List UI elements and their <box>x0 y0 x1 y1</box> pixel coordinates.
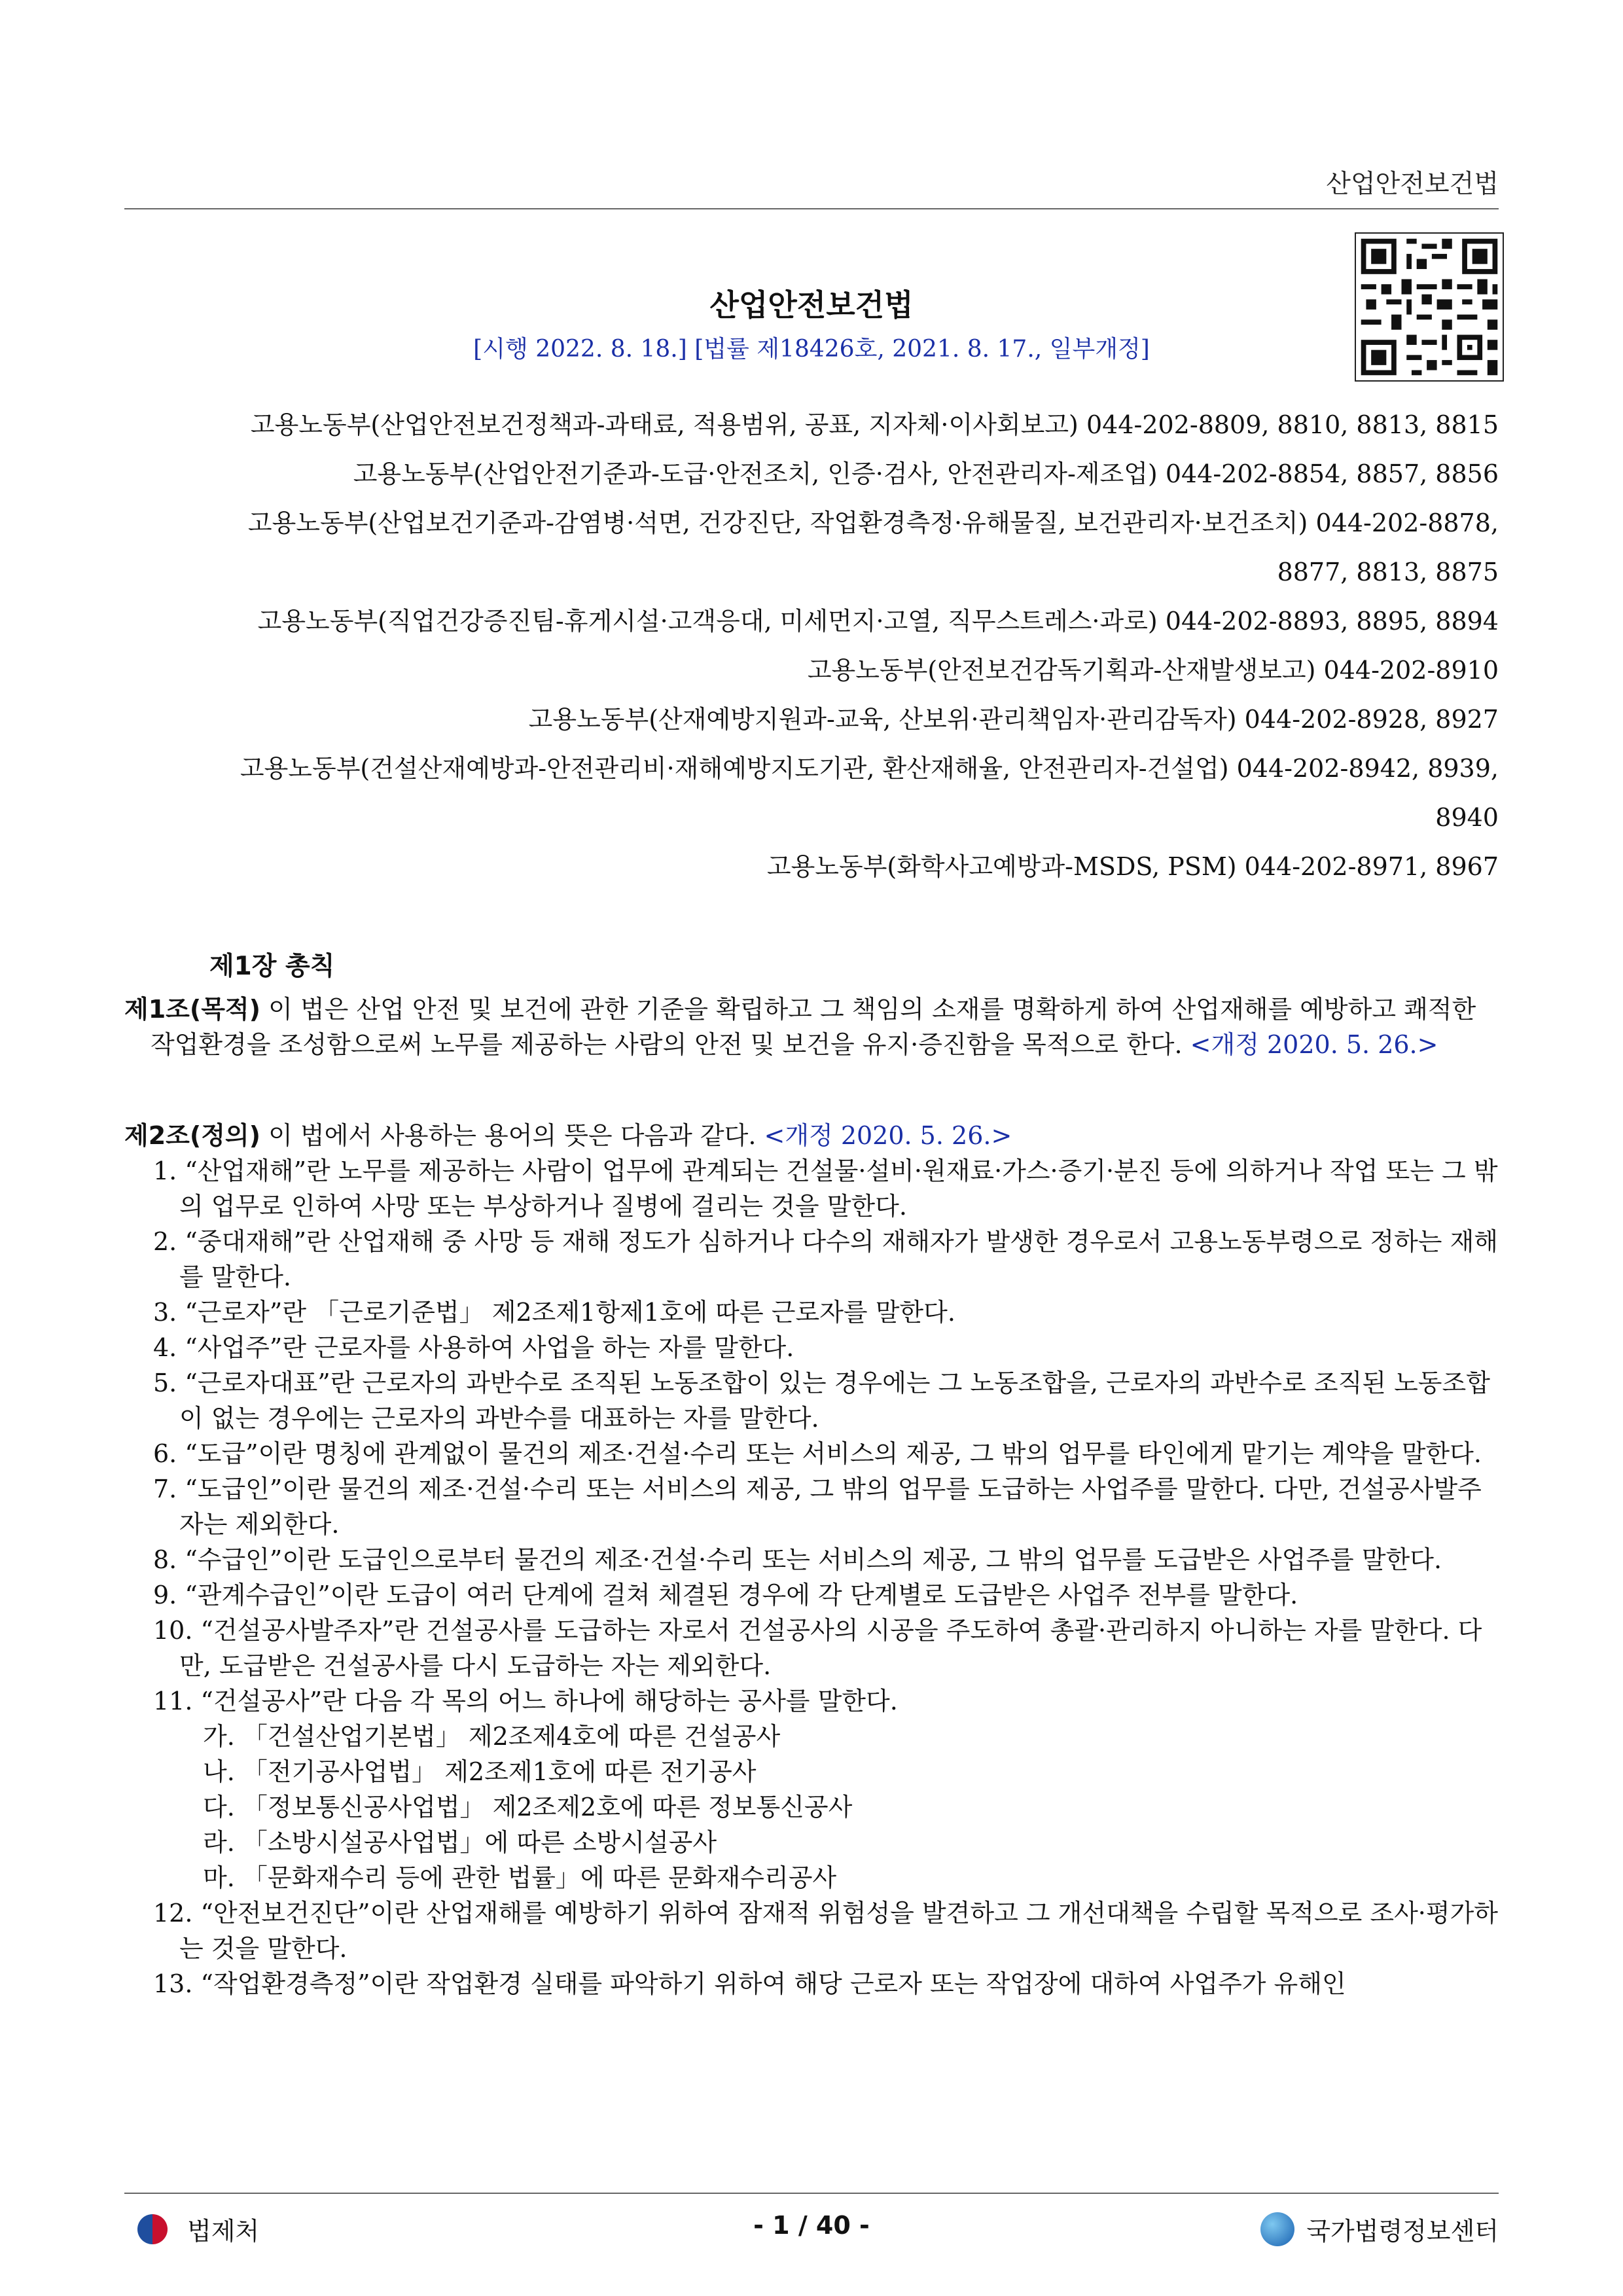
contact-line: 고용노동부(건설산재예방과-안전관리비·재해예방지도기관, 환산재해율, 안전관리자-건설업) 044-202-8942, 8939, <box>240 754 1499 783</box>
page-number: - 1 / 40 - <box>753 2211 870 2240</box>
contact-line: 8940 <box>1435 803 1499 832</box>
list-item: 8. “수급인”이란 도급인으로부터 물건의 제조·건설·수리 또는 서비스의 제공, 그 밖의 업무를 도급받은 사업주를 말한다. <box>153 1545 1442 1574</box>
definition-list <box>124 1153 1499 1719</box>
contact-list <box>118 401 1499 891</box>
article-2-heading[interactable]: 제2조(정의) <box>124 1121 261 1150</box>
article-1-heading[interactable]: 제1조(목적) <box>124 995 261 1024</box>
law-center-logo-icon <box>1260 2212 1294 2246</box>
law-subtitle[interactable]: [시행 2022. 8. 18.] [법률 제18426호, 2021. 8. 17., 일부개정] <box>473 336 1150 363</box>
contact-line: 고용노동부(화학사고예방과-MSDS, PSM) 044-202-8971, 8967 <box>766 852 1499 881</box>
list-item: 13. “작업환경측정”이란 작업환경 실태를 파악하기 위하여 해당 근로자 또는 작업장에 대하여 사업주가 유해인 <box>153 1969 1346 1998</box>
construction-sublist <box>124 1719 1499 1895</box>
footer-right-label: 국가법령정보센터 <box>1306 2217 1499 2246</box>
definition-list-continued <box>124 1895 1499 2001</box>
sub-list-item: 나. 「전기공사업법」 제2조제1호에 따른 전기공사 <box>203 1757 757 1786</box>
sub-list-item: 다. 「정보통신공사업법」 제2조제2호에 따른 정보통신공사 <box>203 1793 853 1821</box>
footer-right <box>1260 2211 1499 2247</box>
running-header: 산업안전보건법 <box>1326 170 1499 199</box>
list-item: 3. “근로자”란 「근로기준법」 제2조제1항제1호에 따른 근로자를 말한다. <box>153 1298 955 1327</box>
contact-line: 고용노동부(직업건강증진팀-휴게시설·고객응대, 미세먼지·고열, 직무스트레스·과로) 044-202-8893, 8895, 8894 <box>257 607 1499 636</box>
contact-line: 고용노동부(산재예방지원과-교육, 산보위·관리책임자·관리감독자) 044-202-8928, 8927 <box>528 705 1499 734</box>
list-item: 6. “도급”이란 명칭에 관계없이 물건의 제조·건설·수리 또는 서비스의 제공, 그 밖의 업무를 타인에게 맡기는 계약을 말한다. <box>153 1439 1482 1468</box>
sub-list-item: 가. 「건설산업기본법」 제2조제4호에 따른 건설공사 <box>203 1722 781 1751</box>
list-item: 11. “건설공사”란 다음 각 목의 어느 하나에 해당하는 공사를 말한다. <box>153 1687 898 1715</box>
contact-line: 고용노동부(산업보건기준과-감염병·석면, 건강진단, 작업환경측정·유해물질, 보건관리자·보건조치) 044-202-8878, <box>247 509 1499 537</box>
contact-line: 고용노동부(안전보건감독기획과-산재발생보고) 044-202-8910 <box>807 656 1499 685</box>
contact-line: 고용노동부(산업안전기준과-도급·안전조치, 인증·검사, 안전관리자-제조업) 044-202-8854, 8857, 8856 <box>353 459 1499 488</box>
list-item: 9. “관계수급인”이란 도급이 여러 단계에 걸쳐 체결된 경우에 각 단계별로 도급받은 사업주 전부를 말한다. <box>153 1581 1298 1609</box>
list-item: 12. “안전보건진단”이란 산업재해를 예방하기 위하여 잠재적 위험성을 발견하고 그 개선대책을 수립할 목적으로 조사·평가하는 것을 말한다. <box>153 1899 1499 1963</box>
sub-list-item: 라. 「소방시설공사업법」에 따른 소방시설공사 <box>203 1828 717 1857</box>
list-item: 7. “도급인”이란 물건의 제조·건설·수리 또는 서비스의 제공, 그 밖의 업무를 도급하는 사업주를 말한다. 다만, 건설공사발주자는 제외한다. <box>153 1475 1482 1539</box>
law-title: 산업안전보건법 <box>709 287 914 323</box>
list-item: 2. “중대재해”란 산업재해 중 사망 등 재해 정도가 심하거나 다수의 재해자가 발생한 경우로서 고용노동부령으로 정하는 재해를 말한다. <box>153 1227 1498 1291</box>
header-rule <box>124 208 1499 209</box>
article-2-amendment-link[interactable]: <개정 2020. 5. 26.> <box>764 1121 1012 1150</box>
article-1-text: 이 법은 산업 안전 및 보건에 관한 기준을 확립하고 그 책임의 소재를 명확하게 하여 산업재해를 예방하고 쾌적한 작업환경을 조성함으로써 노무를 제공하는 사람의 안전 및 보건을 유지·증진함을 목적으로 한다. <box>151 995 1476 1059</box>
list-item: 1. “산업재해”란 노무를 제공하는 사람이 업무에 관계되는 건설물·설비·원재료·가스·증기·분진 등에 의하거나 작업 또는 그 밖의 업무로 인하여 사망 또는 부상하거나 질병에 걸리는 것을 말한다. <box>153 1157 1498 1221</box>
chapter-heading: 제1장 총칙 <box>209 952 335 981</box>
article-2-text: 이 법에서 사용하는 용어의 뜻은 다음과 같다. <box>260 1121 764 1150</box>
article-2 <box>124 1118 1499 2001</box>
list-item: 10. “건설공사발주자”란 건설공사를 도급하는 자로서 건설공사의 시공을 주도하여 총괄·관리하지 아니하는 자를 말한다. 다만, 도급받은 건설공사를 다시 도급하는 자는 제외한다. <box>153 1616 1482 1680</box>
sub-list-item: 마. 「문화재수리 등에 관한 법률」에 따른 문화재수리공사 <box>203 1863 837 1892</box>
footer-rule <box>124 2193 1499 2194</box>
list-item: 4. “사업주”란 근로자를 사용하여 사업을 하는 자를 말한다. <box>153 1333 794 1362</box>
article-1 <box>124 992 1499 1062</box>
article-1-amendment-link[interactable]: <개정 2020. 5. 26.> <box>1190 1030 1438 1059</box>
list-item: 5. “근로자대표”란 근로자의 과반수로 조직된 노동조합이 있는 경우에는 그 노동조합을, 근로자의 과반수로 조직된 노동조합이 없는 경우에는 근로자의 과반수를 대표하는 자를 말한다. <box>153 1369 1490 1433</box>
contact-line: 고용노동부(산업안전보건정책과-과태료, 적용범위, 공표, 지자체·이사회보고) 044-202-8809, 8810, 8813, 8815 <box>250 410 1499 439</box>
footer-left-label: 법제처 <box>187 2217 260 2246</box>
contact-line: 8877, 8813, 8875 <box>1277 558 1499 586</box>
